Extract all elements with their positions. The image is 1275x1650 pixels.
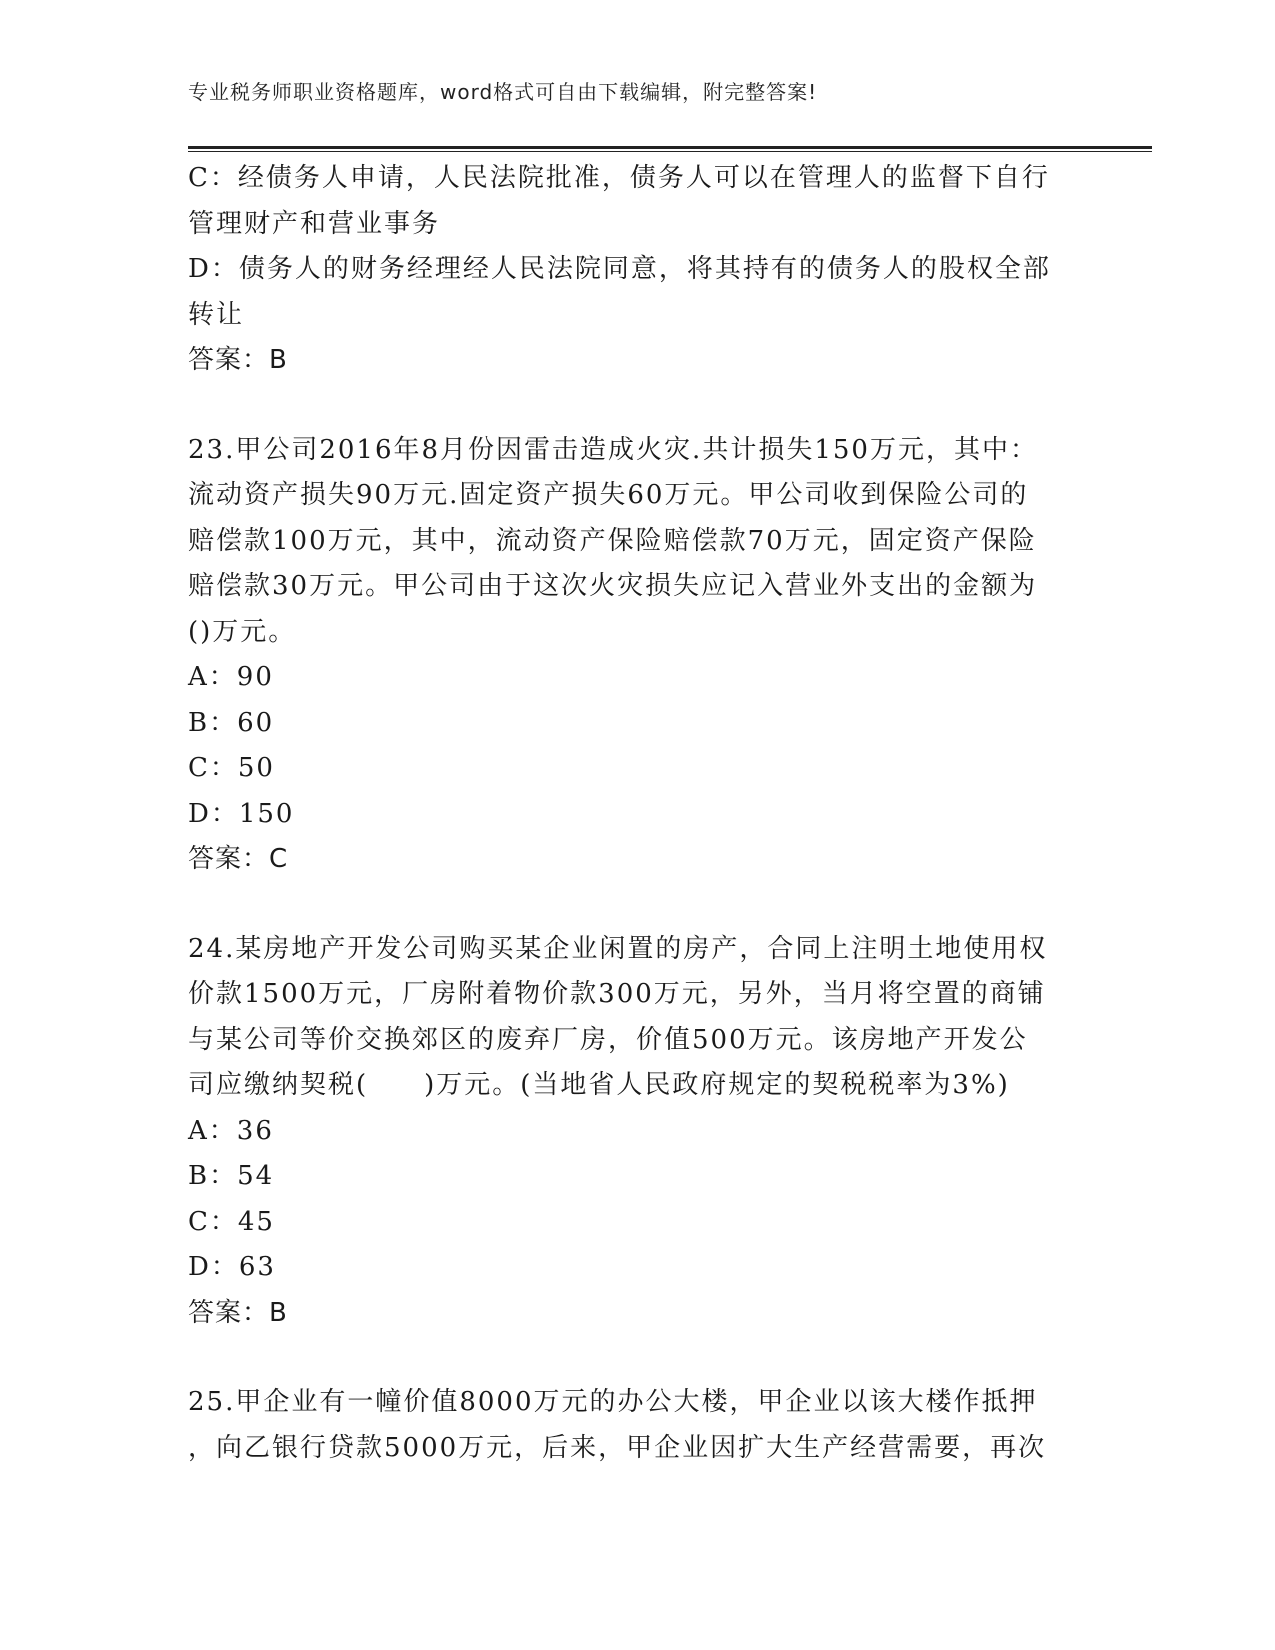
question-stem-line: 赔偿款100万元，其中，流动资产保险赔偿款70万元，固定资产保险 bbox=[188, 525, 1037, 556]
answer-24: 答案：B bbox=[188, 1297, 288, 1328]
option-c: C：45 bbox=[188, 1206, 275, 1237]
option-c: C：50 bbox=[188, 753, 275, 783]
option-c-line-1: C：经债务人申请，人民法院批准，债务人可以在管理人的监督下自行 bbox=[188, 163, 1050, 193]
question-25 bbox=[188, 1380, 1088, 1471]
question-stem-line: 价款1500万元，厂房附着物价款300万元，另外，当月将空置的商铺 bbox=[188, 979, 1046, 1009]
question-24 bbox=[188, 927, 1088, 1337]
option-d-line-2: 转让 bbox=[188, 299, 245, 330]
option-b: B：54 bbox=[188, 1161, 275, 1191]
option-d: D：63 bbox=[188, 1252, 276, 1282]
question-content bbox=[188, 156, 1088, 1471]
option-a: A：36 bbox=[188, 1115, 274, 1146]
page-header: 专业税务师职业资格题库，word格式可自由下载编辑，附完整答案! bbox=[188, 80, 818, 104]
question-stem-line: ()万元。 bbox=[188, 616, 297, 647]
question-22-tail bbox=[188, 156, 1088, 384]
answer-23: 答案：C bbox=[188, 844, 289, 874]
header-divider-thick bbox=[188, 146, 1152, 149]
option-a: A：90 bbox=[188, 662, 274, 692]
question-stem-line: 24.某房地产开发公司购买某企业闲置的房产，合同上注明土地使用权 bbox=[188, 933, 1048, 964]
question-stem-line: ，向乙银行贷款5000万元，后来，甲企业因扩大生产经营需要，再次 bbox=[188, 1432, 1047, 1463]
option-c-line-2: 管理财产和营业事务 bbox=[188, 208, 441, 239]
question-stem-line: 司应缴纳契税( )万元。(当地省人民政府规定的契税税率为3%) bbox=[188, 1070, 1010, 1100]
question-stem-line: 23.甲公司2016年8月份因雷击造成火灾.共计损失150万元，其中： bbox=[188, 434, 1038, 465]
option-d-line-1: D：债务人的财务经理经人民法院同意，将其持有的债务人的股权全部 bbox=[188, 254, 1051, 284]
option-b: B：60 bbox=[188, 707, 275, 738]
option-d: D：150 bbox=[188, 798, 295, 829]
question-stem-line: 赔偿款30万元。甲公司由于这次火灾损失应记入营业外支出的金额为 bbox=[188, 571, 1038, 601]
answer-22: 答案：B bbox=[188, 345, 288, 375]
question-stem-line: 25.甲企业有一幢价值8000万元的办公大楼，甲企业以该大楼作抵押 bbox=[188, 1387, 1038, 1417]
question-stem-line: 流动资产损失90万元.固定资产损失60万元。甲公司收到保险公司的 bbox=[188, 480, 1029, 510]
question-stem-line: 与某公司等价交换郊区的废弃厂房，价值500万元。该房地产开发公 bbox=[188, 1024, 1028, 1055]
question-23 bbox=[188, 428, 1088, 883]
header-divider-thin bbox=[188, 151, 1152, 152]
